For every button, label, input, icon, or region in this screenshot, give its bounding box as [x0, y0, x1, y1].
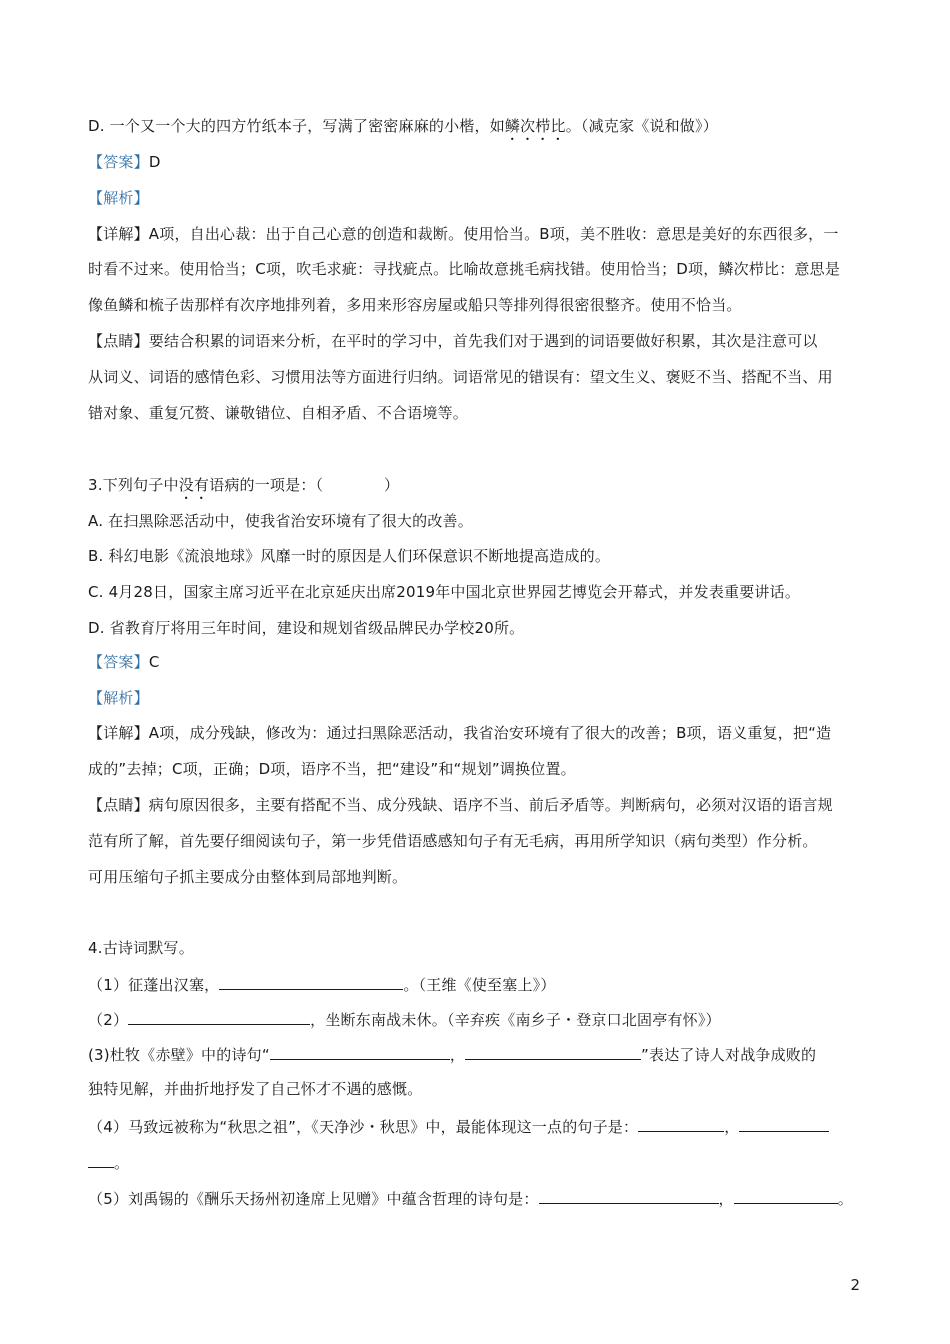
- q3-option-c: C. 4月28日，国家主席习近平在北京延庆出席2019年中国北京世界园艺博览会开幕式，并发表重要讲话。: [88, 583, 801, 601]
- item-text: （5）刘禹锡的《酬乐天扬州初逢席上见赠》中蕴含哲理的诗句是：: [88, 1190, 539, 1208]
- analysis-tag: 【解析】: [88, 689, 149, 707]
- q2-answer: [88, 152, 868, 172]
- page-number: 2: [850, 1276, 860, 1294]
- q2-detail-line: 【详解】A项，自出心裁：出于自己心意的创造和裁断。使用恰当。B项，美不胜收：意思是美好的东西很多，一: [88, 225, 839, 243]
- option-text: D. 一个又一个大的四方竹纸本子，写满了密密麻麻的小楷，如: [88, 117, 505, 135]
- q2-tip-line: 【点睛】要结合积累的词语来分析，在平时的学习中，首先我们对于遇到的词语要做好积累，其次是注意可以: [88, 332, 818, 350]
- q3-tip-line: 【点睛】病句原因很多，主要有搭配不当、成分残缺、语序不当、前后矛盾等。判断病句，必须对汉语的语言规: [88, 796, 833, 814]
- item-text: ”表达了诗人对战争成败的: [641, 1046, 817, 1064]
- item-text: ，坐断东南战未休。（辛弃疾《南乡子・登京口北固亭有怀》）: [310, 1011, 721, 1029]
- answer-blank[interactable]: [465, 1043, 641, 1060]
- answer-blank[interactable]: [219, 973, 403, 990]
- q4-item-4-cont: [88, 1151, 868, 1173]
- q4-item-5: [88, 1187, 868, 1209]
- answer-blank[interactable]: [270, 1043, 450, 1060]
- emphasized-word: 鳞次栉比: [504, 117, 566, 135]
- item-text: 。: [114, 1154, 130, 1172]
- emphasized-word: 没有: [178, 476, 210, 494]
- item-text: （1）征蓬出汉塞，: [88, 976, 220, 994]
- q3-detail-line: 成的”去掉；C项，正确；D项，语序不当，把“建设”和“规划”调换位置。: [88, 760, 576, 778]
- q3-answer: [88, 652, 868, 672]
- q3-option-d: D. 省教育厅将用三年时间，建设和规划省级品牌民办学校20所。: [88, 619, 525, 637]
- q2-tip-line: 错对象、重复冗赘、谦敬错位、自相矛盾、不合语境等。: [88, 404, 469, 422]
- item-text: ，: [718, 1190, 734, 1208]
- q3-detail-line: 【详解】A项，成分残缺，修改为：通过扫黑除恶活动，我省治安环境有了很大的改善；B项，语义重复，把“造: [88, 724, 832, 742]
- item-text: （2）: [88, 1011, 129, 1029]
- q2-option-d: [88, 116, 868, 144]
- answer-blank[interactable]: [128, 1008, 310, 1025]
- answer-value: C: [148, 653, 160, 671]
- answer-blank[interactable]: [739, 1115, 829, 1132]
- answer-blank[interactable]: [638, 1115, 724, 1132]
- q3-option-a: A. 在扫黑除恶活动中，使我省治安环境有了很大的改善。: [88, 512, 473, 530]
- q4-item-1: [88, 973, 868, 995]
- q3-option-b: B. 科幻电影《流浪地球》风靡一时的原因是人们环保意识不断地提高造成的。: [88, 547, 611, 565]
- answer-blank[interactable]: [734, 1187, 838, 1204]
- answer-value: D: [148, 153, 161, 171]
- answer-blank[interactable]: [88, 1151, 114, 1168]
- stem-text: 语病的一项是：（ ）: [209, 476, 400, 494]
- q4-item-2: [88, 1008, 868, 1030]
- q2-tip-line: 从词义、词语的感情色彩、习惯用法等方面进行归纳。词语常见的错误有：望文生义、褒贬不当、搭配不当、用: [88, 368, 833, 386]
- item-text: ，: [724, 1118, 740, 1136]
- q3-tip-line: 可用压缩句子抓主要成分由整体到局部地判断。: [88, 868, 408, 886]
- q3-analysis-tag: [88, 688, 868, 708]
- answer-blank[interactable]: [539, 1187, 719, 1204]
- item-text: （4）马致远被称为“秋思之祖”，《天净沙・秋思》中，最能体现这一点的句子是：: [88, 1118, 639, 1136]
- item-text: 。: [837, 1190, 853, 1208]
- analysis-tag: 【解析】: [88, 189, 149, 207]
- option-source: 。（减克家《说和做》）: [565, 117, 718, 135]
- item-text: 。（王维《使至塞上》）: [403, 976, 556, 994]
- answer-tag: 【答案】: [88, 153, 149, 171]
- q4-item-3-cont: 独特见解，并曲折地抒发了自己怀才不遇的感慨。: [88, 1080, 423, 1098]
- q2-analysis-tag: [88, 188, 868, 208]
- stem-text: 3.下列句子中: [88, 476, 179, 494]
- item-text: (3)杜牧《赤壁》中的诗句“: [88, 1046, 270, 1064]
- q4-item-3: [88, 1043, 868, 1065]
- q3-stem: [88, 475, 868, 503]
- q4-stem: 4.古诗词默写。: [88, 939, 194, 957]
- q2-detail-line: 时看不过来。使用恰当；C项，吹毛求疵：寻找疵点。比喻故意挑毛病找错。使用恰当；D项，鳞次栉比：意思是: [88, 260, 841, 278]
- q2-detail-line: 像鱼鳞和梳子齿那样有次序地排列着，多用来形容房屋或船只等排列得很密很整齐。使用不恰当。: [88, 296, 742, 314]
- item-text: ，: [449, 1046, 466, 1064]
- q4-item-4: [88, 1115, 868, 1137]
- q3-tip-line: 范有所了解，首先要仔细阅读句子，第一步凭借语感感知句子有无毛病，再用所学知识（病句类型）作分析。: [88, 832, 818, 850]
- answer-tag: 【答案】: [88, 653, 149, 671]
